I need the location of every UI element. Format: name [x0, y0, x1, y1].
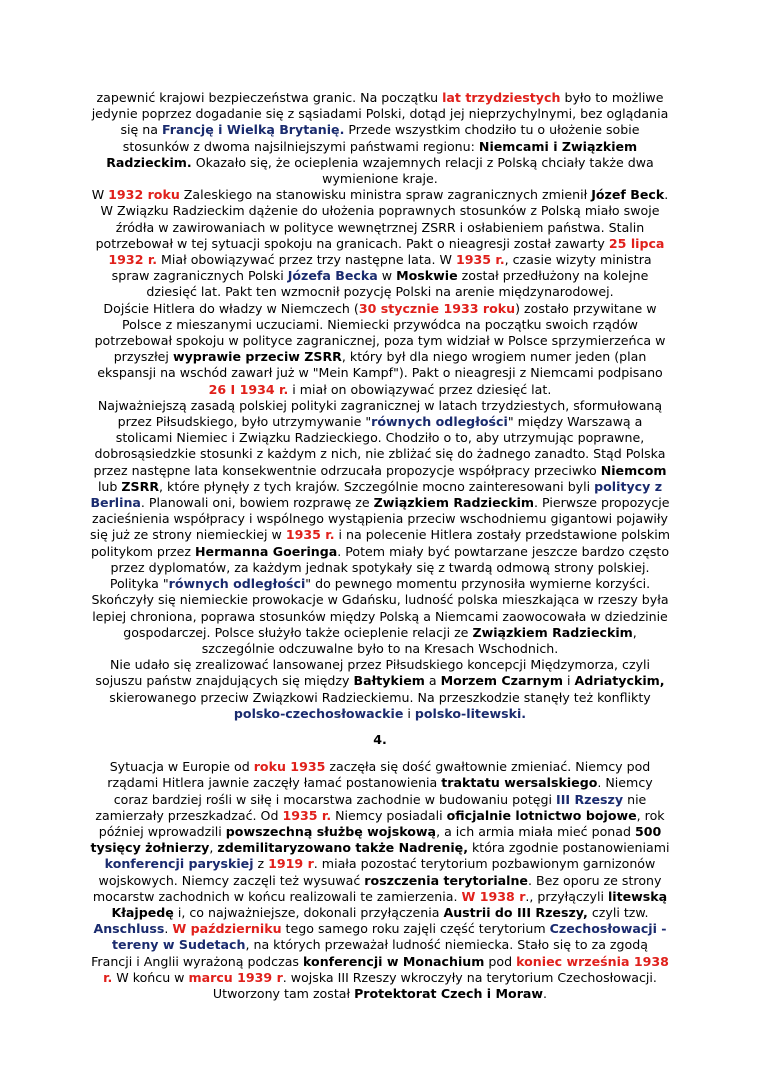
text-run: , a ich armia miała mieć ponad — [436, 823, 635, 839]
highlighted-text: 500 tysięcy żołnierzy — [90, 823, 662, 856]
highlighted-text: Czechosłowacji - tereny w Sudetach — [112, 921, 667, 953]
highlighted-text: traktatu wersalskiego — [441, 775, 598, 791]
paragraph — [90, 301, 670, 398]
highlighted-text: Józefa Becka — [287, 268, 378, 284]
highlighted-text: Związkiem Radzieckim — [373, 495, 535, 511]
highlighted-text: politycy z Berlina — [90, 478, 663, 511]
text-run: w — [377, 268, 397, 284]
highlighted-text: Protektorat Czech i Moraw — [354, 985, 544, 1001]
document-page — [90, 90, 670, 1002]
text-run: , — [209, 840, 218, 856]
text-run: . Pierwsze propozycje zacieśnienia współpracy i wspólnego wystąpienia przeciw wschodniemu gigantowi pojawiły się już ze strony niemieckiej w — [90, 495, 670, 543]
text-run: i, co najważniejsze, dokonali przyłączenia — [173, 904, 444, 920]
text-run: czyli tzw. — [587, 904, 649, 920]
paragraph — [90, 187, 670, 203]
text-run: z — [253, 856, 269, 872]
paragraph — [90, 657, 670, 722]
text-run: W końcu w — [112, 969, 189, 985]
paragraph — [90, 203, 670, 300]
text-run: która zgodnie postanowieniami — [467, 840, 670, 856]
highlighted-text: 30 stycznie 1933 roku — [358, 300, 516, 316]
text-run: , rok później wprowadzili — [98, 807, 665, 839]
text-run: zapewnić krajowi bezpieczeństwa granic. Na początku — [96, 90, 443, 105]
text-run: Okazało się, że ocieplenia wzajemnych relacji z Polską chciały także dwa wymienione kraje. — [191, 154, 654, 187]
highlighted-text: 25 lipca 1932 r. — [108, 235, 665, 268]
highlighted-text: Morzem Czarnym — [440, 673, 563, 689]
text-run: i — [403, 705, 415, 721]
text-run: W — [91, 187, 109, 203]
text-run: , szczególnie odczuwalne było to na Kresach Wschodnich. — [201, 624, 637, 656]
text-run: Przede wszystkim chodziło tu o ułożenie sobie stosunków z dwoma najsilniejszymi państwami regionu: — [122, 122, 640, 154]
text-run: zaczęła się dość gwałtownie zmieniać. Niemcy pod rządami Hitlera jawnie zaczęły łamać postanowienia — [107, 759, 651, 791]
text-run: i miał on obowiązywać przez dziesięć lat. — [288, 381, 552, 397]
text-run: . miała pozostać terytorium pozbawionym garnizonów wojskowych. Niemcy zaczęli też wysuwać — [98, 856, 656, 888]
text-run: . — [543, 985, 548, 1001]
text-run: Miał obowiązywać przez trzy następne lata. W — [157, 252, 456, 268]
highlighted-text: Francję i Wielką Brytanię. — [162, 122, 345, 138]
text-run: Sytuacja w Europie od — [109, 759, 254, 775]
text-run: . — [164, 921, 173, 937]
text-run: lub — [97, 478, 122, 494]
text-run: . Planowali oni, bowiem rozprawę ze — [140, 495, 374, 511]
highlighted-text: Bałtykiem — [353, 673, 425, 689]
text-run: a — [424, 673, 441, 689]
paragraph — [90, 90, 670, 187]
highlighted-text: Moskwie — [396, 268, 458, 284]
highlighted-text: lat trzydziestych — [442, 90, 561, 105]
highlighted-text: równych odległości — [168, 576, 306, 592]
highlighted-text: Adriatyckim, — [574, 673, 665, 689]
highlighted-text: polsko-litewski. — [414, 705, 527, 721]
highlighted-text: powszechną służbę wojskową — [225, 823, 437, 839]
text-run: , czasie wizyty ministra spraw zagranicznych Polski — [111, 252, 652, 284]
paragraph — [90, 759, 670, 1002]
section-heading: 4. — [373, 731, 387, 747]
highlighted-text: konferencji paryskiej — [104, 856, 254, 872]
highlighted-text: roku 1935 — [253, 759, 326, 775]
text-section-before — [90, 90, 670, 722]
highlighted-text: 1919 r — [268, 856, 314, 872]
text-run: . Niemcy coraz bardziej rośli w siłę i mocarstwa zachodnie w budowaniu potęgi — [113, 775, 653, 807]
text-run: i — [562, 673, 575, 689]
text-run: było to możliwe jedynie poprzez dogadanie się z sąsiadami Polski, dotąd jej nieprzychylnymi, bez oglądania się na — [91, 90, 669, 138]
highlighted-text: W 1938 r — [461, 888, 526, 904]
highlighted-text: 1935 r. — [285, 527, 335, 543]
highlighted-text: III Rzeszy — [556, 791, 624, 807]
highlighted-text: ZSRR — [121, 478, 160, 494]
text-run: Dojście Hitlera do władzy w Niemczech ( — [103, 300, 359, 316]
highlighted-text: marcu 1939 r — [188, 969, 283, 985]
highlighted-text: 1935 r. — [455, 252, 505, 268]
text-run: . Potem miały być powtarzane jeszcze bardzo często przez dyplomatów, za każdym jednak spotykały się z twardą odmową strony polskiej. Polityka " — [109, 543, 670, 592]
highlighted-text: 1932 roku — [108, 187, 180, 203]
text-section-after — [90, 759, 670, 1002]
highlighted-text: wyprawie przeciw ZSRR — [172, 349, 342, 365]
highlighted-text: Austrii do III Rzeszy, — [443, 904, 588, 920]
highlighted-text: Niemcami i Związkiem Radzieckim. — [106, 138, 638, 170]
text-run: i na polecenie Hitlera zostały przedstawione polskim politykom przez — [90, 527, 670, 559]
highlighted-text: W październiku — [172, 921, 282, 937]
text-run: , które płynęły z tych krajów. Szczególnie mocno zainteresowani byli — [159, 478, 595, 494]
text-run: . Bez oporu ze strony mocarstw zachodnich w końcu realizowali te zamierzenia. — [92, 872, 662, 904]
text-run: został przedłużony na kolejne dziesięć lat. Pakt ten wzmocnił pozycję Polski na arenie międzynarodowej. — [146, 268, 649, 300]
highlighted-text: polsko-czechosłowackie — [233, 705, 404, 721]
text-run: ) zostało przywitane w Polsce z mieszanymi uczuciami. Niemiecki przywódca na początku swoich rządów potrzebował spokoju w polityce zagranicznej, poza tym widział w Polsce sprzymierzeńca w przyszłej — [94, 300, 666, 365]
highlighted-text: Anschluss — [93, 921, 165, 937]
text-run: ., przyłączyli — [525, 888, 608, 904]
highlighted-text: 26 I 1934 r. — [208, 381, 289, 397]
highlighted-text: 1935 r. — [282, 807, 332, 823]
text-run: , na których przeważał ludność niemiecka. Stało się to za zgodą Francji i Anglii wyrażoną podczas — [91, 937, 648, 969]
text-run: , który był dla niego wrogiem numer jeden (plan ekspansji na wschód zawarł już w "Mein Kampf"). Pakt o nieagresji z Niemcami podpisano — [97, 349, 663, 381]
paragraph — [90, 398, 670, 657]
text-run: " między Warszawą a stolicami Niemiec i Związku Radzieckiego. Chodziło o to, aby utrzymując poprawne, dobrosąsiedzkie stosunki z każdym z nich, nie zbliżać się do żadnego zanadto. Stąd Polska przez następne lata konsekwentnie odrzucała propozycje współpracy przeciwko — [93, 414, 666, 478]
text-run: Najważniejszą zasadą polskiej polityki zagranicznej w latach trzydziestych, sformułowaną przez Piłsudskiego, było utrzymywanie " — [97, 397, 663, 430]
text-run: Nie udało się zrealizować lansowanej przez Piłsudskiego koncepcji Międzymorza, czyli sojuszu państw znajdujących się między — [95, 657, 651, 689]
highlighted-text: Hermanna Goeringa — [195, 543, 338, 559]
highlighted-text: Niemcom — [600, 462, 667, 478]
text-run: Zaleskiego na stanowisku ministra spraw zagranicznych zmienił — [179, 187, 592, 203]
text-run: W Związku Radzieckim dążenie do ułożenia poprawnych stosunków z Polską miało swoje źródła w zawirowaniach w polityce wewnętrznej ZSRR i osłabieniem państwa. Stalin potrzebował w tej sytuacji spokoju na granicach. Pakt o nieagresji został zawarty — [95, 203, 660, 251]
highlighted-text: zdemilitaryzowano także Nadrenię, — [217, 840, 468, 856]
text-run: " do pewnego momentu przynosiła wymierne korzyści. Skończyły się niemieckie prowokacje w Gdańsku, ludność polska mieszkająca w rzeszy była lepiej chroniona, poprawa stosunków między Polską a Niemcami zaowocowała w dziedzinie gospodarczej. Polsce służyło także ocieplenie relacji ze — [91, 576, 669, 640]
text-run: skierowanego przeciw Związkowi Radzieckiemu. Na przeszkodzie stanęły też konflikty — [109, 689, 651, 705]
highlighted-text: oficjalnie lotnictwo bojowe — [446, 807, 637, 823]
text-run: . wojska III Rzeszy wkroczyły na terytorium Czechosłowacji. Utworzony tam został — [212, 969, 657, 1001]
text-run: tego samego roku zajęli część terytorium — [281, 921, 550, 937]
highlighted-text: Związkiem Radzieckim — [472, 624, 633, 640]
highlighted-text: koniec września 1938 r. — [103, 953, 669, 985]
highlighted-text: konferencji w Monachium — [303, 953, 485, 969]
text-run: Niemcy posiadali — [331, 807, 447, 823]
highlighted-text: roszczenia terytorialne — [364, 872, 528, 888]
highlighted-text: litewską Kłajpedę — [111, 888, 668, 920]
text-run: pod — [484, 953, 517, 969]
text-run: nie zamierzały przeszkadzać. Od — [95, 791, 647, 823]
highlighted-text: Józef Beck — [591, 187, 665, 203]
text-run: . — [664, 187, 669, 203]
highlighted-text: równych odległości — [371, 414, 508, 430]
